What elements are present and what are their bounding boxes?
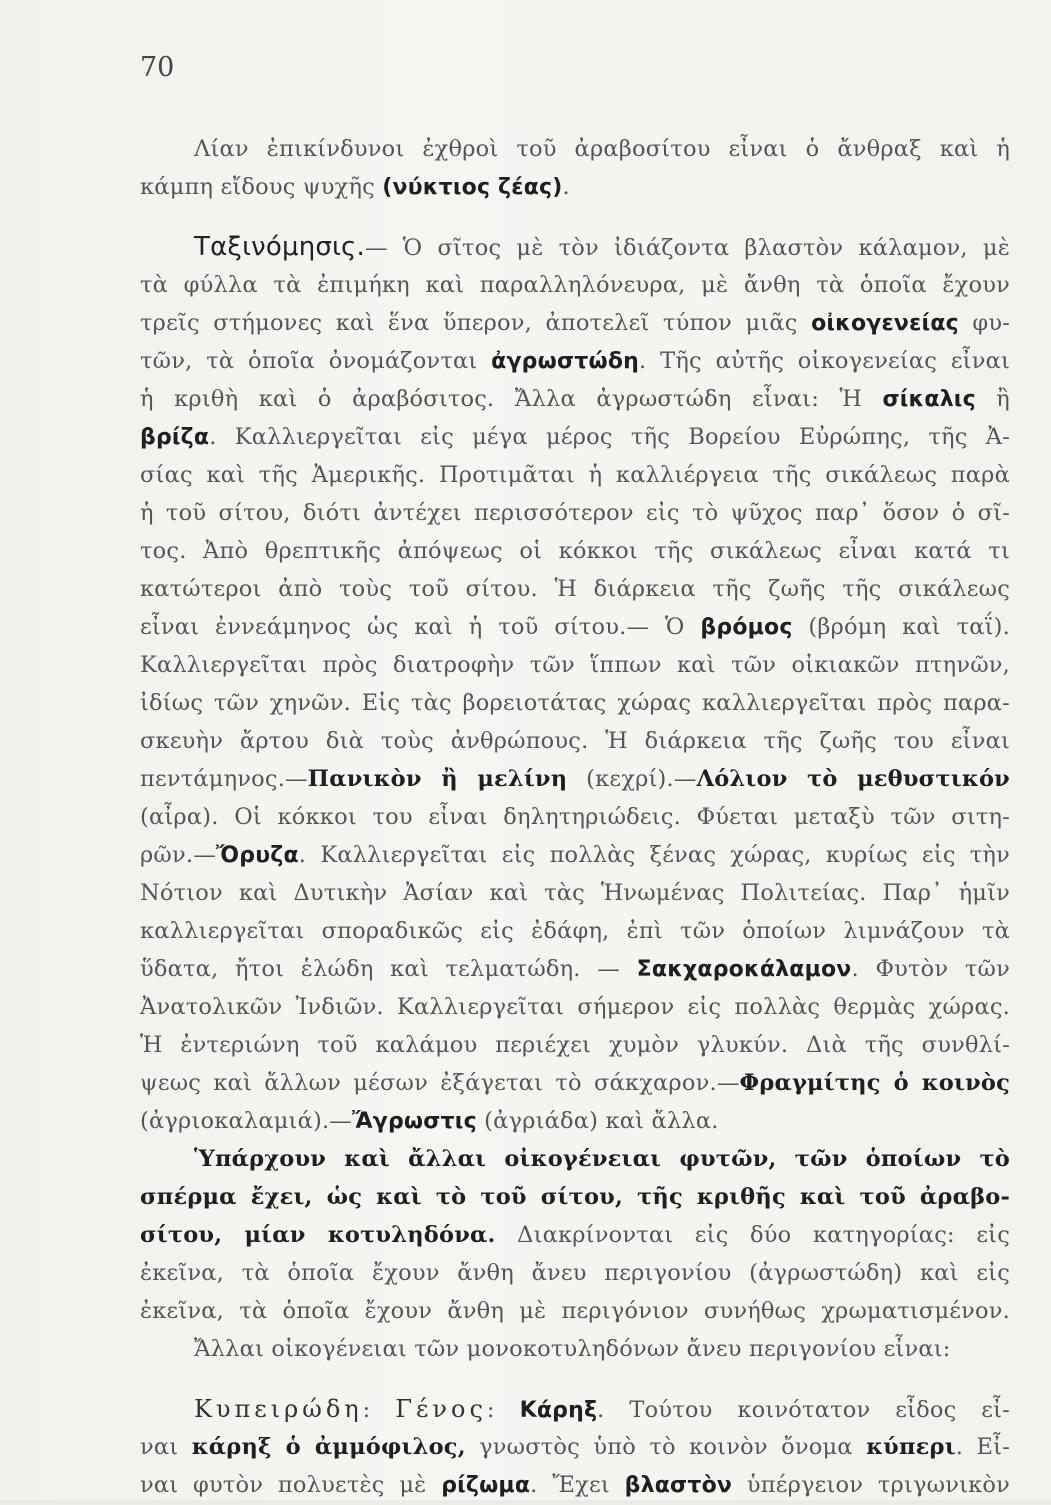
emphasized-term: ρίζωμα [441, 1473, 531, 1498]
text-run: Ἡ ἐντεριώνη τοῦ καλάμου περιέχει χυμὸν γλυκύν. Διὰ τῆς συνθλί- [140, 1032, 1010, 1058]
text-line [140, 988, 1010, 1026]
text-line [140, 228, 1010, 266]
text-run: σίας καὶ τῆς Ἀμερικῆς. Προτιμᾶται ἡ καλλιέργεια τῆς σικάλεως παρὰ [140, 462, 1010, 488]
emphasized-term: βλαστὸν [624, 1473, 733, 1498]
text-run: (ἀγριάδα) καὶ ἄλλα. [476, 1108, 719, 1134]
text-run: τῶν, τὰ ὁποῖα ὀνομάζονται [140, 348, 492, 374]
text-run: — Ὁ σῖτος μὲ τὸν ἰδιάζοντα βλαστὸν κάλαμον, μὲ [364, 235, 1010, 261]
text-line [140, 874, 1010, 912]
text-run: (αἶρα). Οἱ κόκκοι του εἶναι δηλητηριώδεις. Φύεται μεταξὺ τῶν σιτη- [140, 804, 1010, 830]
text-line [140, 418, 1010, 456]
text-line [140, 168, 1010, 206]
text-line [140, 798, 1010, 836]
text-run: . Καλλιεργεῖται εἰς μέγα μέρος τῆς Βορείου Εὐρώπης, τῆς Ἀ- [209, 424, 1010, 450]
emphasized-term: οἰκογενείας [811, 311, 959, 336]
emphasized-term: Ἄγρωστις [352, 1109, 477, 1134]
text-run: καλλιεργεῖται σποραδικῶς εἰς ἐδάφη, ἐπὶ τῶν ὁποίων λιμνάζουν τὰ [140, 918, 1010, 944]
text-run: ἰδίως τῶν χηνῶν. Εἰς τὰς βορειοτάτας χώρας καλλιεργεῖται πρὸς παρα- [140, 690, 1010, 716]
emphasized-term: Γένος [395, 1395, 487, 1423]
text-line [140, 130, 1010, 168]
text-line [140, 950, 1010, 988]
emphasized-term: Πανικὸν ἢ μελίνη [307, 766, 568, 792]
text-line [140, 1026, 1010, 1064]
text-line [140, 266, 1010, 304]
text-run: ἡ τοῦ σίτου, διότι ἀντέχει περισσότερον εἰς τὸ ψῦχος παρ᾽ ὅσον ὁ σῖ- [140, 500, 1010, 526]
text-line [140, 1064, 1010, 1102]
text-run: ἐκεῖνα, τὰ ὁποῖα ἔχουν ἄνθη μὲ περιγόνιον συνήθως χρωματισμένον. [140, 1298, 1010, 1324]
text-run: Ἀνατολικῶν Ἰνδιῶν. Καλλιεργεῖται σήμερον εἰς πολλὰς θερμὰς χώρας. [140, 994, 1010, 1020]
text-run: γνωστὸς ὑπὸ τὸ κοινὸν ὄνομα [465, 1434, 867, 1460]
emphasized-term: (νύκτιος ζέας) [382, 175, 563, 200]
emphasized-term: Φραγμίτης ὁ κοινὸς [739, 1070, 1011, 1096]
text-line [140, 684, 1010, 722]
text-line [140, 532, 1010, 570]
text-run: φυ- [958, 310, 1011, 336]
text-line [140, 380, 1010, 418]
text-run: . [562, 174, 570, 200]
text-run: ναι φυτὸν πολυετὲς μὲ [140, 1472, 442, 1498]
emphasized-term: Κυπειρώδη [194, 1395, 363, 1423]
emphasized-term: κάρηξ ὁ ἀμμόφιλος, [191, 1434, 466, 1460]
text-line [140, 342, 1010, 380]
text-line [140, 722, 1010, 760]
emphasized-term: ἀγρωστώδη [491, 349, 640, 374]
text-line [140, 1466, 1010, 1504]
text-run: ἢ [975, 386, 1010, 412]
text-line [140, 304, 1010, 342]
text-line [140, 1292, 1010, 1330]
text-run: ὑπέργειον τριγωνικὸν [732, 1472, 1010, 1498]
text-line [140, 836, 1010, 874]
text-run: εἶναι ἐννεάμηνος ὡς καὶ ἡ τοῦ σίτου.— Ὁ [140, 614, 701, 640]
text-run: : [362, 1397, 396, 1423]
text-run: . Τῆς αὐτῆς οἰκογενείας εἶναι [639, 348, 1010, 374]
text-run: ρῶν.— [140, 842, 216, 868]
emphasized-term: Ὄρυζα [215, 843, 299, 868]
text-line [140, 912, 1010, 950]
text-run: ἡ κριθὴ καὶ ὁ ἀραβόσιτος. Ἄλλα ἀγρωστώδη εἶναι: Ἡ [140, 386, 883, 412]
text-run: Ἄλλαι οἰκογένειαι τῶν μονοκοτυληδόνων ἄνευ περιγονίου εἶναι: [194, 1336, 951, 1362]
body-text [140, 130, 1010, 1504]
emphasized-term: βρόμος [700, 615, 793, 640]
emphasized-term: κύπερι [866, 1434, 956, 1460]
text-line [140, 1428, 1010, 1466]
text-run: πεντάμηνος.— [140, 766, 308, 792]
text-run: . Φυτὸν τῶν [851, 956, 1010, 982]
text-run: τὰ φύλλα τὰ ἐπιμήκη καὶ παραλληλόνευρα, μὲ ἄνθη τὰ ὁποῖα ἔχουν [140, 272, 1010, 298]
text-run: Νότιον καὶ Δυτικὴν Ἀσίαν καὶ τὰς Ἡνωμένας Πολιτείας. Παρ᾽ ἡμῖν [140, 880, 1010, 906]
text-line [140, 456, 1010, 494]
text-run: ψεως καὶ ἄλλων μέσων ἐξάγεται τὸ σάκχαρον.— [140, 1070, 740, 1096]
text-run: . Εἶ- [955, 1434, 1011, 1460]
emphasized-term: Ταξινόμησις. [194, 232, 365, 262]
text-line [140, 494, 1010, 532]
emphasized-term: σίκαλις [882, 387, 976, 412]
text-run: ἐκεῖνα, τὰ ὁποῖα ἔχουν ἄνθη ἄνευ περιγονίου (ἀγρωστώδη) καὶ εἰς [140, 1260, 1010, 1286]
text-run: τρεῖς στήμονες καὶ ἕνα ὕπερον, ἀποτελεῖ τύπον μιᾶς [140, 310, 812, 336]
text-run: ναι [140, 1434, 192, 1460]
text-line [140, 1102, 1010, 1140]
text-run: Λίαν ἐπικίνδυνοι ἐχθροὶ τοῦ ἀραβοσίτου εἶναι ὁ ἄνθραξ καὶ ἡ [194, 136, 1010, 162]
emphasized-term: σπέρμα ἔχει, ὡς καὶ τὸ τοῦ σίτου, τῆς κριθῆς καὶ τοῦ ἀραβο- [140, 1184, 1010, 1210]
emphasized-term: σίτου, μίαν κοτυληδόνα. [140, 1222, 496, 1248]
text-run: : [486, 1397, 520, 1423]
text-run: . Καλλιεργεῖται εἰς πολλὰς ξένας χώρας, κυρίως εἰς τὴν [298, 842, 1010, 868]
text-line [140, 1178, 1010, 1216]
text-run: (ἀγριοκαλαμιά).— [140, 1108, 352, 1134]
text-line [140, 1140, 1010, 1178]
text-line [140, 1216, 1010, 1254]
page-number: 70 [140, 52, 175, 83]
text-run: Διακρίνονται εἰς δύο κατηγορίας: εἰς [495, 1222, 1011, 1248]
text-line [140, 1254, 1010, 1292]
text-run: τος. Ἀπὸ θρεπτικῆς ἀπόψεως οἱ κόκκοι τῆς σικάλεως εἶναι κατά τι [140, 538, 1010, 564]
emphasized-term: βρίζα [140, 425, 210, 450]
text-run: . Τούτου κοινότατον εἶδος εἶ- [597, 1397, 1010, 1423]
emphasized-term: Λόλιον τὸ μεθυστικόν [696, 766, 1010, 792]
text-run: ὕδατα, ἤτοι ἑλώδη καὶ τελματώδη. — [140, 956, 637, 982]
text-line [140, 608, 1010, 646]
emphasized-term: Ὑπάρχουν καὶ ἄλλαι οἰκογένειαι φυτῶν, τῶν ὁποίων τὸ [194, 1146, 1010, 1172]
emphasized-term: Κάρηξ [519, 1398, 598, 1423]
text-run: . Ἔχει [530, 1472, 625, 1498]
text-line [140, 570, 1010, 608]
text-run: κάμπη εἴδους ψυχῆς [140, 174, 383, 200]
text-line [140, 760, 1010, 798]
text-line [140, 1390, 1010, 1428]
text-run: κατώτεροι ἀπὸ τοὺς τοῦ σίτου. Ἡ διάρκεια τῆς ζωῆς τῆς σικάλεως [140, 576, 1010, 602]
text-run: Καλλιεργεῖται πρὸς διατροφὴν τῶν ἵππων καὶ τῶν οἰκιακῶν πτηνῶν, [140, 652, 1010, 678]
text-run: (βρόμη καὶ ταΐ). [792, 614, 1010, 640]
text-run: σκευὴν ἄρτου διὰ τοὺς ἀνθρώπους. Ἡ διάρκεια τῆς ζωῆς του εἶναι [140, 728, 1010, 754]
emphasized-term: Σακχαροκάλαμον [636, 957, 852, 982]
text-line [140, 1330, 1010, 1368]
text-line [140, 646, 1010, 684]
text-run: (κεχρί).— [567, 766, 697, 792]
